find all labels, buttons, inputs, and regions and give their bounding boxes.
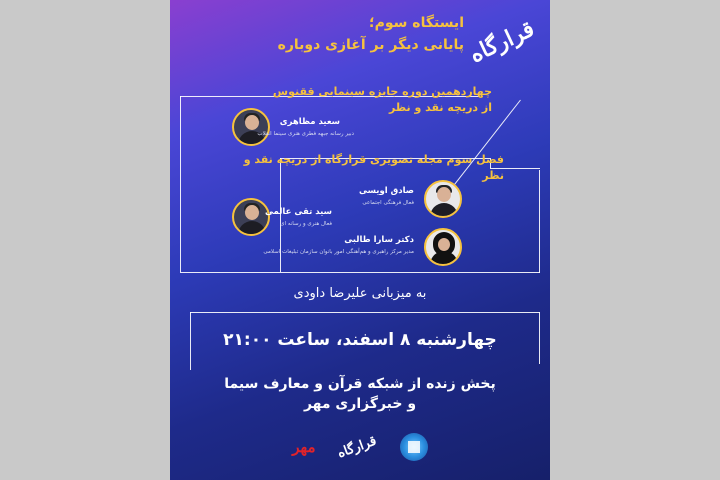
person-role: مدیر مرکز راهبری و هم‌آهنگی امور بانوان سازمان تبلیغات اسلامی [263, 249, 414, 255]
mehr-logo: مهر [292, 438, 316, 456]
frame-line [180, 96, 181, 272]
frame-line [180, 272, 540, 273]
footer-logos [170, 430, 550, 464]
person-name: سعید مظاهری [279, 117, 340, 127]
broadcast-info [170, 374, 550, 414]
host-line: به میزبانی علیرضا داودی [293, 286, 427, 301]
section2-title: فصل سوم مجله تصویری قرارگاه از دریچه نقد و نظر [243, 153, 504, 182]
person-role: فعال فرهنگی اجتماعی [362, 200, 414, 206]
frame-line [539, 170, 540, 273]
section1-title-line1: چهاردهمین دوره جایزه سینمایی ققنوس [272, 85, 492, 98]
brand-logo: قرارگاه [465, 15, 539, 69]
avatar [424, 228, 462, 266]
section1-title [232, 84, 492, 116]
person-role: فعال هنری و رسانه ای [280, 221, 332, 227]
header-line2: پایانی دیگر بر آغازی دوباره [277, 37, 464, 53]
header-line1: ایستگاه سوم؛ [369, 15, 464, 31]
section1-title-line2: از دریچه نقد و نظر [388, 101, 492, 114]
brand-logo-small: قرارگاه [336, 433, 380, 461]
person-name: سید تقی عالمی [264, 207, 332, 217]
poster [170, 0, 550, 480]
avatar [232, 198, 270, 236]
person-name: دکتر سارا طالبی [344, 235, 414, 245]
broadcast-line1: پخش زنده از شبکه قرآن و معارف سیما [224, 376, 496, 392]
avatar [232, 108, 270, 146]
schedule: چهارشنبه ۸ اسفند، ساعت ۲۱:۰۰ [223, 330, 497, 350]
avatar [424, 180, 462, 218]
person-role: دبیر رسانه جبهه فطری هنری سینما انقلاب [257, 131, 354, 137]
broadcast-line2: و خبرگزاری مهر [303, 396, 417, 412]
header-title [254, 12, 464, 56]
frame-line [190, 312, 540, 313]
person-name: صادق اویسی [359, 186, 414, 196]
quran-network-logo-icon [400, 433, 428, 461]
